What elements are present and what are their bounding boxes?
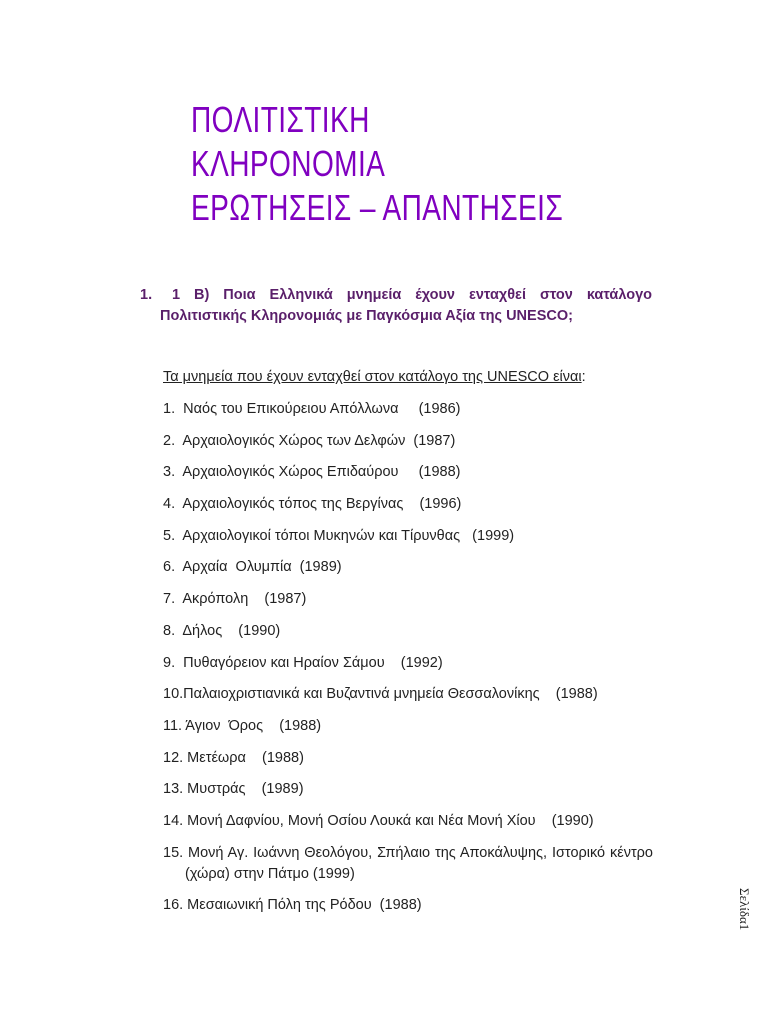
list-item: 7. Ακρόπολη (1987) bbox=[163, 591, 307, 608]
monument-list bbox=[163, 399, 653, 926]
question-text: 1 Β) Ποια Ελληνικά μνημεία έχουν ενταχθεί στον κατάλογο Πολιτιστικής Κληρονομιάς με Παγκόσμια Αξία της UNESCO; bbox=[160, 287, 652, 324]
list-item: 9. Πυθαγόρειον και Ηραίον Σάμου (1992) bbox=[163, 654, 443, 671]
list-item: 14. Μονή Δαφνίου, Μονή Οσίου Λουκά και Νέα Μονή Χίου (1990) bbox=[163, 812, 594, 829]
list-item: 11. Άγιον Όρος (1988) bbox=[163, 717, 322, 734]
list-intro-text: Τα μνημεία που έχουν ενταχθεί στον κατάλογο της UNESCO είναι bbox=[163, 369, 582, 385]
document-title bbox=[191, 98, 563, 230]
list-item: 12. Μετέωρα (1988) bbox=[163, 749, 304, 766]
list-item: 15. Μονή Αγ. Ιωάννη Θεολόγου, Σπήλαιο της Αποκάλυψης, Ιστορικό κέντρο (χώρα) στην Πάτμο (1999) bbox=[163, 844, 653, 882]
title-line-1: ΠΟΛΙΤΙΣΤΙΚΗ bbox=[191, 99, 370, 140]
list-item: 10.Παλαιοχριστιανικά και Βυζαντινά μνημεία Θεσσαλονίκης (1988) bbox=[163, 686, 598, 703]
question bbox=[140, 285, 652, 327]
list-item: 16. Μεσαιωνική Πόλη της Ρόδου (1988) bbox=[163, 896, 422, 913]
title-line-2: ΚΛΗΡΟΝΟΜΙΑ bbox=[191, 143, 386, 184]
title-line-3: ΕΡΩΤΗΣΕΙΣ – ΑΠΑΝΤΗΣΕΙΣ bbox=[191, 187, 564, 228]
list-intro-colon: : bbox=[581, 369, 586, 385]
list-item: 6. Αρχαία Ολυμπία (1989) bbox=[163, 559, 342, 576]
list-item: 5. Αρχαιολογικοί τόποι Μυκηνών και Τίρυνθας (1999) bbox=[163, 527, 515, 544]
list-item: 1. Ναός του Επικούρειου Απόλλωνα (1986) bbox=[163, 401, 461, 417]
list-item: 3. Αρχαιολογικός Χώρος Επιδαύρου (1988) bbox=[163, 464, 461, 481]
list-item: 13. Μυστράς (1989) bbox=[163, 781, 304, 798]
list-item: 8. Δήλος (1990) bbox=[163, 622, 281, 639]
page-number: Σελίδα1 bbox=[737, 888, 752, 931]
list-intro bbox=[163, 367, 586, 387]
list-item: 2. Αρχαιολογικός Χώρος των Δελφών (1987) bbox=[163, 432, 456, 449]
question-number: 1. bbox=[140, 287, 153, 303]
list-item: 4. Αρχαιολογικός τόπος της Βεργίνας (1996) bbox=[163, 496, 462, 513]
